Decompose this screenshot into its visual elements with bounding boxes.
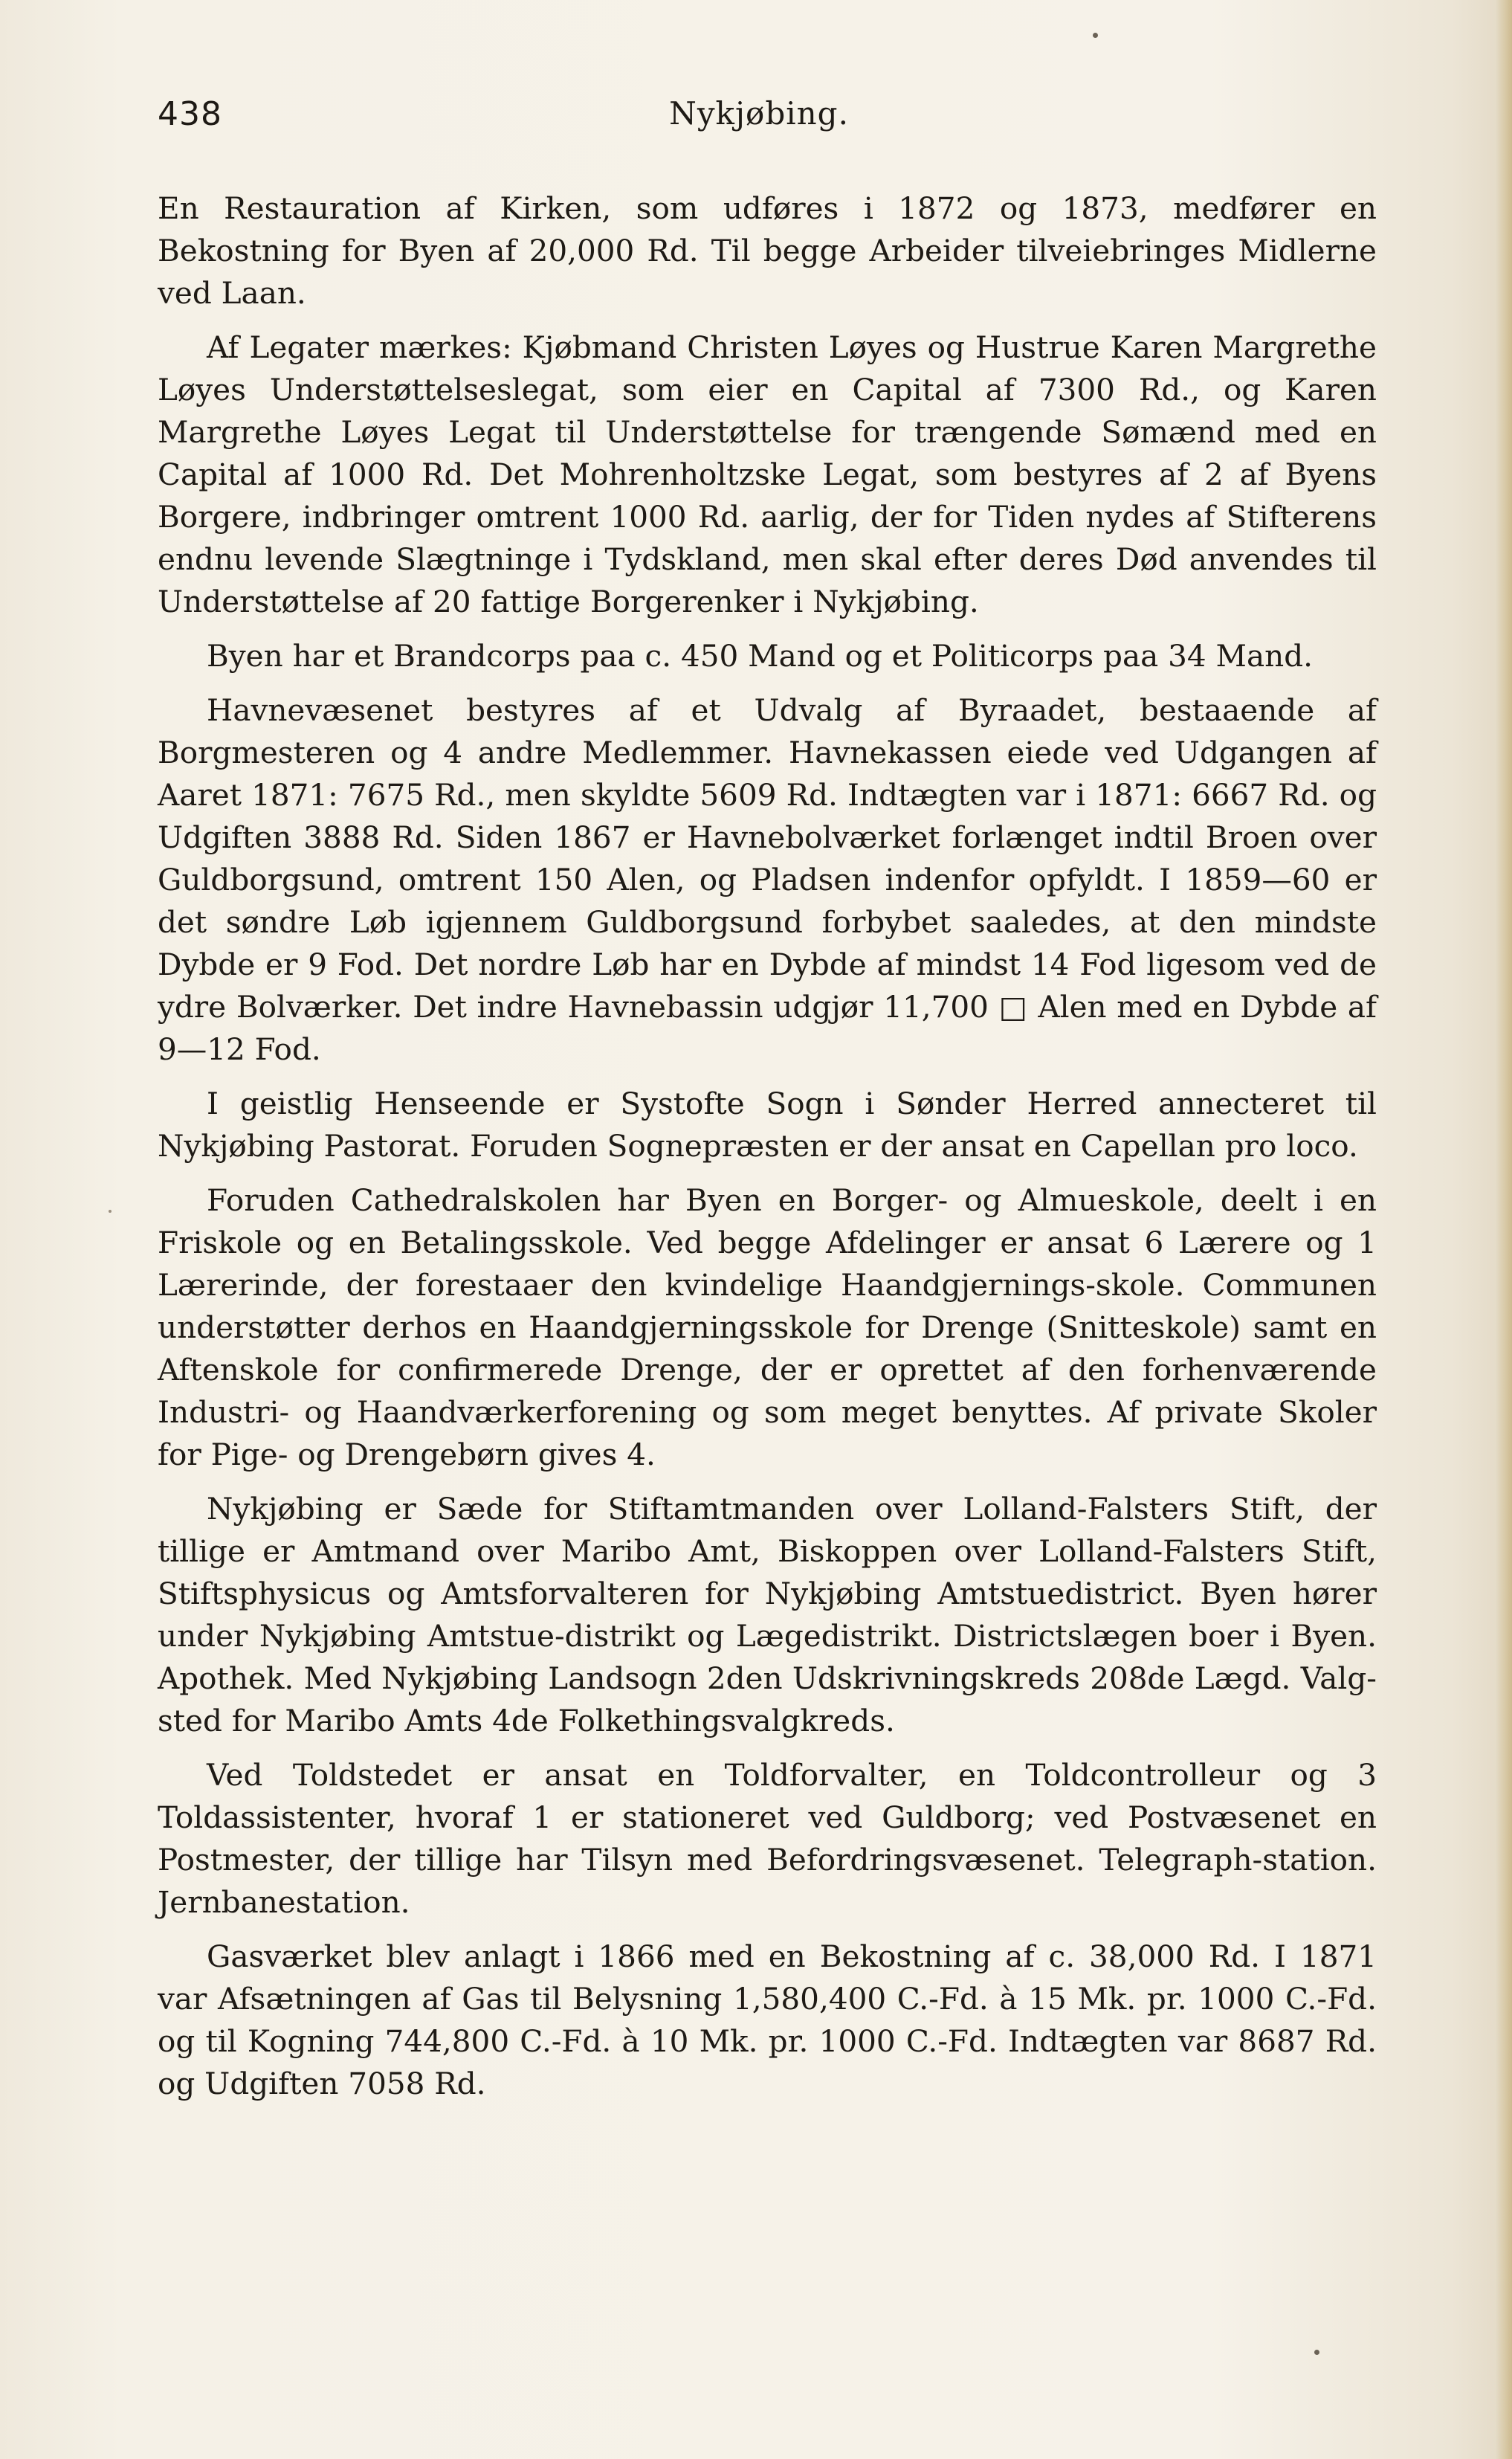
paragraph-fire-police: Byen har et Brandcorps paa c. 450 Mand og et Politicorps paa 34 Mand. [207, 638, 1314, 674]
page-number: 438 [158, 95, 222, 133]
running-title: Nykjøbing. [669, 95, 849, 132]
specks [1314, 2350, 1319, 2355]
paragraph-legacies: Af Legater mærkes: Kjøbmand Christen Løyes og Hustrue Karen Margrethe Løyes Understøttelseslegat, som eier en Capital af 7300 Rd., og Karen Margrethe Løyes Legat til Understøttelse for trængende Sømænd med en Capital af 1000 Rd. Det Mohrenholtzske Legat, som bestyres af 2 af Byens Borgere, indbringer omtrent 1000 Rd. aarlig, der for Tiden nydes af Stifterens endnu levende Slægtninge i Tydskland, men skal efter deres Død anvendes til Understøttelse af 20 fattige Borgerenker i Nykjøbing. [158, 329, 1377, 619]
paragraph-schools: Foruden Cathedralskolen har Byen en Borger- og Almueskole, deelt i en Friskole og en Betalingsskole. Ved begge Afdelinger er ansat 6 Lærere og 1 Lærerinde, der forestaaer den kvindelige Haandgjernings-skole. Communen understøtter derhos en Haandgjerningsskole for Drenge (Snitteskole) samt en Aftenskole for confirmerede Drenge, der er oprettet af den forhenværende Industri- og Haandværkerforening og som meget benyttes. Af private Skoler for Pige- og Drengebørn gives 4. [158, 1182, 1377, 1472]
specks [1093, 33, 1098, 38]
page-header [158, 95, 1360, 140]
paragraph-gasworks: Gasværket blev anlagt i 1866 med en Bekostning af c. 38,000 Rd. I 1871 var Afsætningen af Gas til Belysning 1,580,400 C.-Fd. à 15 Mk. pr. 1000 C.-Fd. og til Kogning 744,800 C.-Fd. à 10 Mk. pr. 1000 C.-Fd. Indtægten var 8687 Rd. og Udgiften 7058 Rd. [158, 1938, 1377, 2101]
paragraph-harbour: Havnevæsenet bestyres af et Udvalg af Byraadet, bestaaende af Borgmesteren og 4 andre Medlemmer. Havnekassen eiede ved Udgangen af Aaret 1871: 7675 Rd., men skyldte 5609 Rd. Indtægten var i 1871: 6667 Rd. og Udgiften 3888 Rd. Siden 1867 er Havnebolværket forlænget indtil Broen over Guldborgsund, omtrent 150 Alen, og Pladsen indenfor opfyldt. I 1859—60 er det søndre Løb igjennem Guldborgsund forbybet saaledes, at den mindste Dybde er 9 Fod. Det nordre Løb har en Dybde af mindst 14 Fod ligesom ved de ydre Bolværker. Det indre Havnebassin udgjør 11,700 □ Alen med en Dybde af 9—12 Fod. [158, 692, 1377, 1067]
specks [109, 1210, 112, 1213]
paragraph-administration: Nykjøbing er Sæde for Stiftamtmanden over Lolland-Falsters Stift, der tillige er Amtmand over Maribo Amt, Biskoppen over Lolland-Falsters Stift, Stiftsphysicus og Amtsforvalteren for Nykjøbing Amtstuedistrict. Byen hører under Nykjøbing Amtstue-distrikt og Lægedistrikt. Districtslægen boer i Byen. Apothek. Med Nykjøbing Landsogn 2den Udskrivningskreds 208de Lægd. Valg-sted for Maribo Amts 4de Folkethingsvalgkreds. [158, 1491, 1377, 1738]
paragraph-customs-post: Ved Toldstedet er ansat en Toldforvalter, en Toldcontrolleur og 3 Toldassistenter, hvoraf 1 er stationeret ved Guldborg; ved Postvæsenet en Postmester, der tillige har Tilsyn med Befordringsvæsenet. Telegraph-station. Jernbanestation. [158, 1757, 1377, 1920]
page-edge [1496, 0, 1512, 2459]
paragraph-clergy: I geistlig Henseende er Systofte Sogn i Sønder Herred annecteret til Nykjøbing Pastorat. Foruden Sognepræsten er der ansat en Capellan pro loco. [158, 1086, 1377, 1164]
body-text [158, 187, 1377, 2117]
paragraph-restoration: En Restauration af Kirken, som udføres i 1872 og 1873, medfører en Bekostning for Byen af 20,000 Rd. Til begge Arbeider tilveiebringes Midlerne ved Laan. [158, 190, 1377, 311]
